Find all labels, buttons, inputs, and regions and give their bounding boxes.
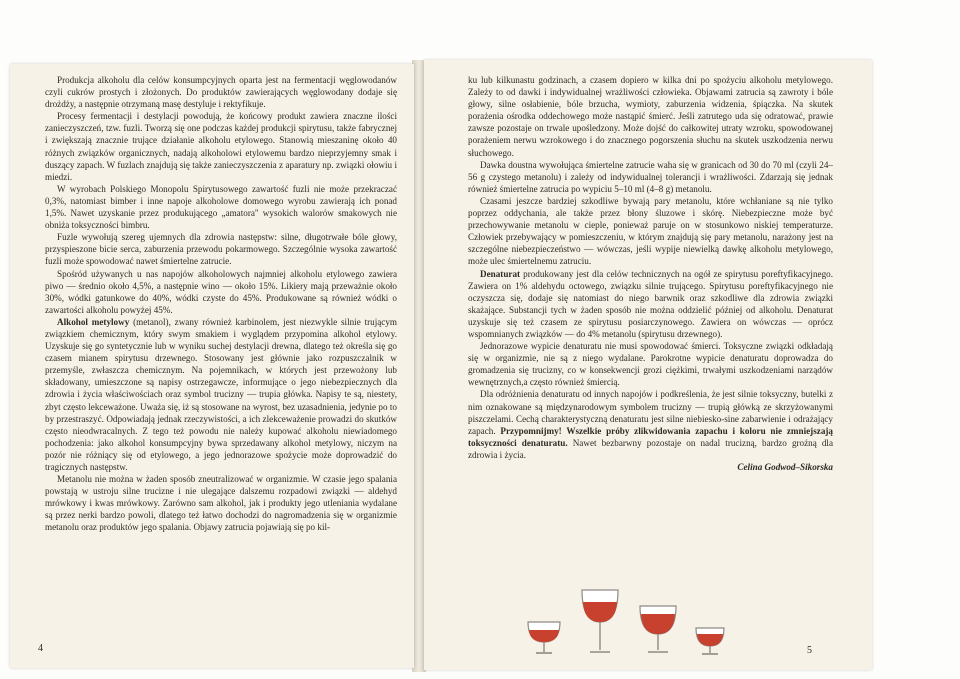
paragraph: ku lub kilkunastu godzinach, a czasem dopiero w kilka dni po spożyciu alkoholu metylowego. Zależy to od dawki i indywidualnej wrażliwości człowieka. Objawami zatrucia są zawroty i bóle głowy, silne osłabienie, bóle brzucha, wymioty, zaburzenia widzenia, śpiączka. Na skutek porażenia ośrodka oddechowego może nastąpić śmierć. Jeśli zatrutego uda się odratować, prawie zawsze pozostaje on trwale upośledzony. Może dojść do całkowitej utraty wzroku, spowodowanej porażeniem nerwu wzrokowego i do znacznego pogorszenia słuchu na skutek uszkodzenia nerwu słuchowego. — [468, 75, 833, 158]
paragraph: Czasami jeszcze bardziej szkodliwe bywają pary metanolu, które wchłaniane są nie tylko poprzez oddychania, ale także przez błony śluzowe i skórę. Niebezpieczne może być przechowywanie metanolu w cieple, ponieważ paruje on w stosunkowo niskiej temperaturze. Człowiek przebywający w pomieszczeniu, w którym znajdują się pary metanolu, narażony jest na szczególne niebezpieczeństwo — wówczas, jeśli wypije niewielką dawkę alkoholu metylowego, może ulec śmiertelnemu zatruciu. — [468, 195, 833, 267]
author-signature: Celina Godwod–Sikorska — [737, 462, 833, 472]
paragraph: W wyrobach Polskiego Monopolu Spirytusowego zawartość fuzli nie może przekraczać 0,3%, natomiast bimber i inne napoje alkoholowe domowego wyrobu zawierają ich ponad 1,5%. Nawet uzyskanie przez produkującego „amatora" wysokich walorów smakowych nie obniża toksyczności bimbru. — [45, 183, 397, 231]
page-number-right: 5 — [807, 645, 812, 656]
wine-glasses-illustration — [520, 588, 730, 658]
paragraph-warning-text: Dla odróżnienia denaturatu od innych napojów i podkreślenia, że jest silnie toksyczny, butelki z nim oznakowane są międzynarodowym symbolem trucizny — trupią główką ze skrzyżowanymi piszczelami. Cechą charakterystyczną denaturatu jest silne niebiesko-sine zabarwienie i odrażający zapach. — [468, 389, 833, 436]
bold-warning: Przypomnijmy! Wszelkie próby zlikwidowania zapachu i koloru nie zmniejszają toksyczności denaturatu. — [468, 425, 833, 448]
paragraph-warning — [468, 388, 833, 461]
bold-term-methanol: Alkohol metylowy — [57, 316, 130, 327]
paragraph-warning-tail: Nawet bezbarwny pozostaje on nadal trucizną, bardzo groźną dla zdrowia i życia. — [468, 437, 833, 460]
glass-tall-icon — [582, 590, 618, 652]
paragraph: Fuzle wywołują szereg ujemnych dla zdrowia następstw: silne, długotrwałe bóle głowy, przyspieszone bicie serca, zaburzenia przewodu pokarmowego. Szczególnie wysoka zawartość fuzli może spowodować nawet śmiertelne zatrucie. — [45, 232, 397, 267]
left-page — [10, 64, 414, 668]
glass-small-right-icon — [696, 628, 724, 654]
paragraph: Procesy fermentacji i destylacji powodują, że końcowy produkt zawiera znaczne ilości zanieczyszczeń, tzw. fuzli. Tworzą się one podczas każdej produkcji spirytusu, także fabrycznej i zwiększają znacznie trujące działanie alkoholu etylowego. Stanowią mieszaninę około 40 różnych związków organicznych, nadają alkoholowi etylowemu bardzo nieprzyjemny smak i duszący zapach. W fuzlach znajdują się także zanieczyszczenia z aparatury np. związki ołowiu i miedzi. — [45, 111, 397, 182]
paragraph: Dawka doustna wywołująca śmiertelne zatrucie waha się w granicach od 30 do 70 ml (czyli 24–56 g czystego metanolu) i zależy od indywidualnej tolerancji i wrażliwości. Zdarzają się jednak również śmiertelne zatrucia po wypiciu 5–10 ml (4–8 g) metanolu. — [468, 159, 833, 194]
paragraph: Spośród używanych u nas napojów alkoholowych najmniej alkoholu etylowego zawiera piwo — średnio około 4,5%, a następnie wino — około 15%. Likiery mają przeważnie około 30%, wódki gatunkowe do 40%, wódki czyste do 45%. Produkowane są również wódki o zawartości alkoholu powyżej 45%. — [45, 268, 397, 315]
left-page-text — [45, 74, 397, 534]
paragraph-methanol — [45, 316, 397, 473]
right-page-text — [468, 74, 833, 473]
page-number-left: 4 — [38, 643, 43, 654]
paragraph: Metanolu nie można w żaden sposób zneutralizować w organizmie. W czasie jego spalania powstają w ustroju silne trucizne i nie ulegające dalszemu rozpadowi związki — aldehyd mrówkowy i kwas mrówkowy. Zarówno sam alkohol, jak i produkty jego utleniania wydalane są przez nerki bardzo powoli, dlatego też łatwo dochodzi do nagromadzenia się w organizmie metanolu oraz produktów jego spalania. Objawy zatrucia pojawiają się po kil- — [45, 474, 397, 533]
right-page — [424, 60, 872, 670]
paragraph-methanol-text: (metanol), zwany również karbinolem, jest niezwykle silnie trującym związkiem chemicznym, który swym smakiem i wyglądem przypomina alkohol etylowy. Uzyskuje się go syntetycznie lub w wyniku suchej destylacji drewna, dlatego też określa się go czasem mianem spirytusu drzewnego. Stosowany jest głównie jako rozpuszczalnik w przemyśle, zwłaszcza chemicznym. Na pojemnikach, w których jest przewożony lub składowany, umieszczone są napisy ostrzegawcze, informujące o jego niebezpiecznych dla zdrowia i życia właściwościach oraz symbol trucizny — trupia główka. Napisy te są, niestety, zbyt często lekceważone. Uważa się, iż są stosowane na wyrost, bez uzasadnienia, jedynie po to by przestraszyć. Odpowiadają jednak rzeczywistości, a ich zlekceważenie prowadzi do skutków często nieodwracalnych. Z tego też powodu nie należy kupować alkoholu niewiadomego pochodzenia: jako alkohol konsumpcyjny bywa sprzedawany alkohol metylowy, niczym na pozór nie różniący się od etylowego, a jego jednorazowe spożycie może doprowadzić do tragicznych następstw. — [45, 316, 398, 472]
paragraph: Produkcja alkoholu dla celów konsumpcyjnych oparta jest na fermentacji węglowodanów czyli cukrów prostych i złożonych. Do produktów zawierających węglowodany dodaje się drożdży, a następnie otrzymaną masę destyluje i rektyfikuje. — [45, 75, 397, 110]
paragraph: Jednorazowe wypicie denaturatu nie musi spowodować śmierci. Toksyczne związki odkładają się w organizmie, nie są z niego wydalane. Parokrotne wypicie denaturatu doprowadza do gromadzenia się trucizny, co w konsekwencji grozi ciężkimi, trwałymi uszkodzeniami narządów wewnętrznych,a często również śmiercią. — [468, 341, 833, 388]
paragraph-denaturat-text: produkowany jest dla celów technicznych na ogół ze spirytusu poreftyfikacyjnego. Zawiera on 1% aldehydu octowego, związku silnie trującego. Spirytusu poreftyfikacyjnego nie oczyszcza się, dodaje się natomiast do niego barwnik oraz szkodliwe dla zdrowia związki skażające. Substancji tych w żaden sposób nie można oddzielić później od alkoholu. Denaturat uzyskuje się też czasem ze spirytusu posiarczynowego. Zawiera on wówczas — oprócz wspomnianych związków — do 4% metanolu (spirytusu drzewnego). — [468, 268, 833, 339]
glass-medium-icon — [640, 606, 676, 652]
bold-term-denaturat: Denaturat — [480, 268, 521, 279]
glass-small-left-icon — [528, 622, 560, 653]
paragraph-denaturat — [468, 268, 833, 341]
